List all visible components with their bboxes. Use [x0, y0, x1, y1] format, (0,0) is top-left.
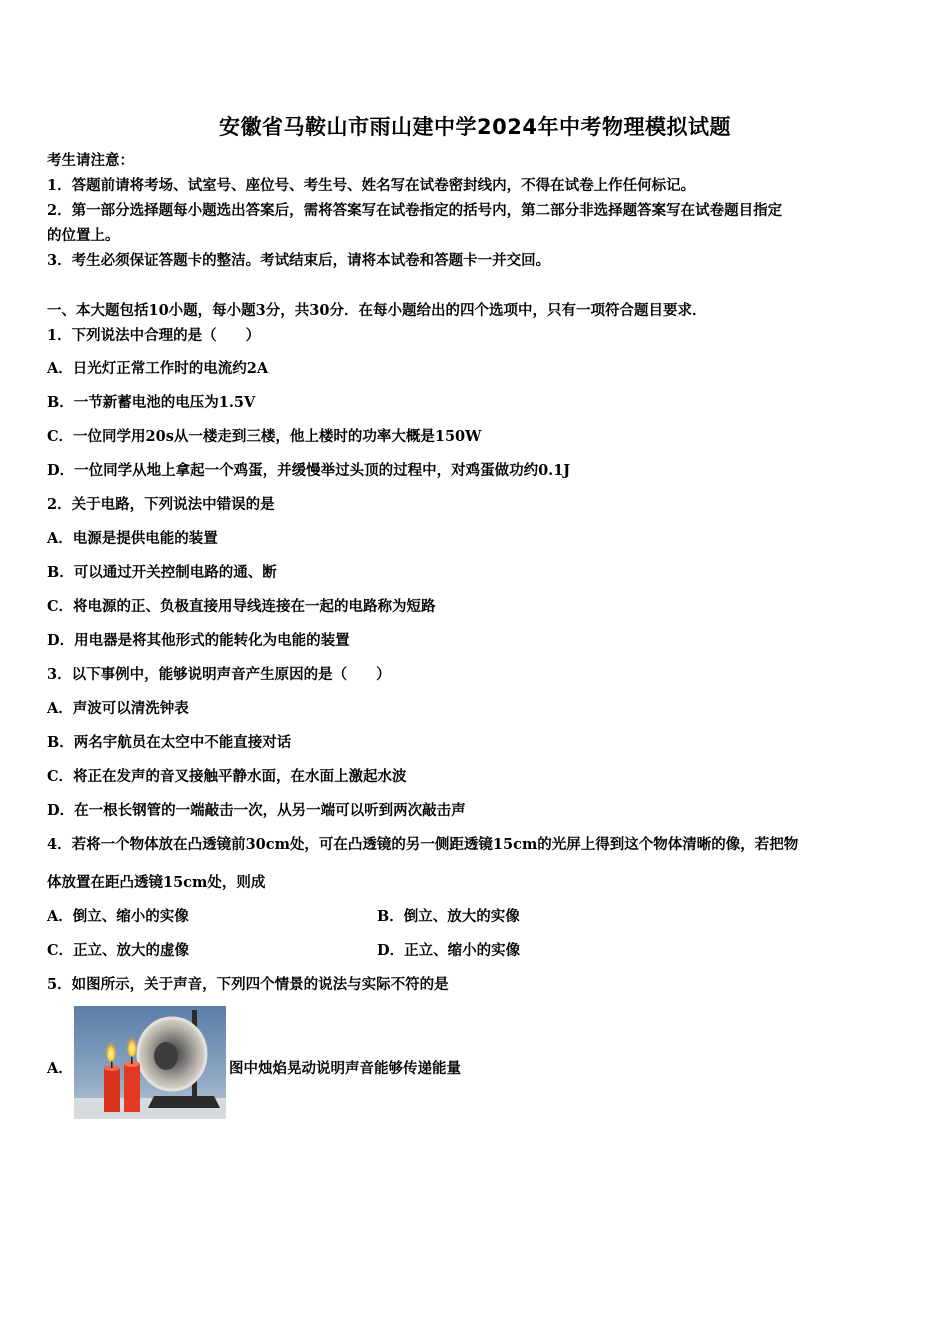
- section-heading: 一、本大题包括10小题，每小题3分，共30分．在每小题给出的四个选项中，只有一项符合题目要求．: [47, 302, 707, 319]
- question-5-option-a-text: 图中烛焰晃动说明声音能够传递能量: [229, 1060, 461, 1077]
- question-4-option-b: B．倒立、放大的实像: [377, 908, 520, 925]
- question-4-option-a: A．倒立、缩小的实像: [47, 908, 189, 925]
- page-title: 安徽省马鞍山市雨山建中学2024年中考物理模拟试题: [219, 115, 731, 139]
- question-5-stem: 5．如图所示，关于声音，下列四个情景的说法与实际不符的是: [47, 976, 449, 993]
- question-2-option-a: A．电源是提供电能的装置: [47, 530, 218, 547]
- question-3-option-c: C．将正在发声的音叉接触平静水面，在水面上激起水波: [47, 768, 407, 785]
- candle-speaker-image: [74, 1006, 226, 1119]
- question-2-option-d: D．用电器是将其他形式的能转化为电能的装置: [47, 632, 350, 649]
- question-4-stem-cont: 体放置在距凸透镜15cm处，则成: [47, 874, 266, 891]
- question-1-option-d: D．一位同学从地上拿起一个鸡蛋，并缓慢举过头顶的过程中，对鸡蛋做功约0.1J: [47, 462, 571, 479]
- question-1-option-c: C．一位同学用20s从一楼走到三楼，他上楼时的功率大概是150W: [47, 428, 482, 445]
- question-3-stem: 3．以下事例中，能够说明声音产生原因的是（ ）: [47, 666, 391, 683]
- notice-item-3: 3．考生必须保证答题卡的整洁。考试结束后，请将本试卷和答题卡一并交回。: [47, 252, 551, 269]
- question-5-option-a-label: A．: [47, 1060, 73, 1077]
- question-2-option-b: B．可以通过开关控制电路的通、断: [47, 564, 277, 581]
- notice-item-2: 2．第一部分选择题每小题选出答案后，需将答案写在试卷指定的括号内，第二部分非选择题答案写在试卷题目指定: [47, 202, 783, 219]
- question-3-option-d: D．在一根长钢管的一端敲击一次，从另一端可以听到两次敲击声: [47, 802, 466, 819]
- notice-item-1: 1．答题前请将考场、试室号、座位号、考生号、姓名写在试卷密封线内，不得在试卷上作任何标记。: [47, 177, 696, 194]
- question-4-stem: 4．若将一个物体放在凸透镜前30cm处，可在凸透镜的另一侧距透镜15cm的光屏上得到这个物体清晰的像，若把物: [47, 836, 799, 853]
- notice-heading: 考生请注意：: [47, 152, 134, 169]
- question-2-option-c: C．将电源的正、负极直接用导线连接在一起的电路称为短路: [47, 598, 436, 615]
- question-4-option-d: D．正立、缩小的实像: [377, 942, 521, 959]
- question-1-option-b: B．一节新蓄电池的电压为1.5V: [47, 394, 256, 411]
- question-3-option-b: B．两名宇航员在太空中不能直接对话: [47, 734, 292, 751]
- notice-item-2-cont: 的位置上。: [47, 227, 120, 244]
- question-4-option-c: C．正立、放大的虚像: [47, 942, 190, 959]
- question-1-stem: 1．下列说法中合理的是（ ）: [47, 327, 261, 344]
- question-1-option-a: A．日光灯正常工作时的电流约2A: [47, 360, 269, 377]
- question-2-stem: 2．关于电路，下列说法中错误的是: [47, 496, 275, 513]
- question-3-option-a: A．声波可以清洗钟表: [47, 700, 189, 717]
